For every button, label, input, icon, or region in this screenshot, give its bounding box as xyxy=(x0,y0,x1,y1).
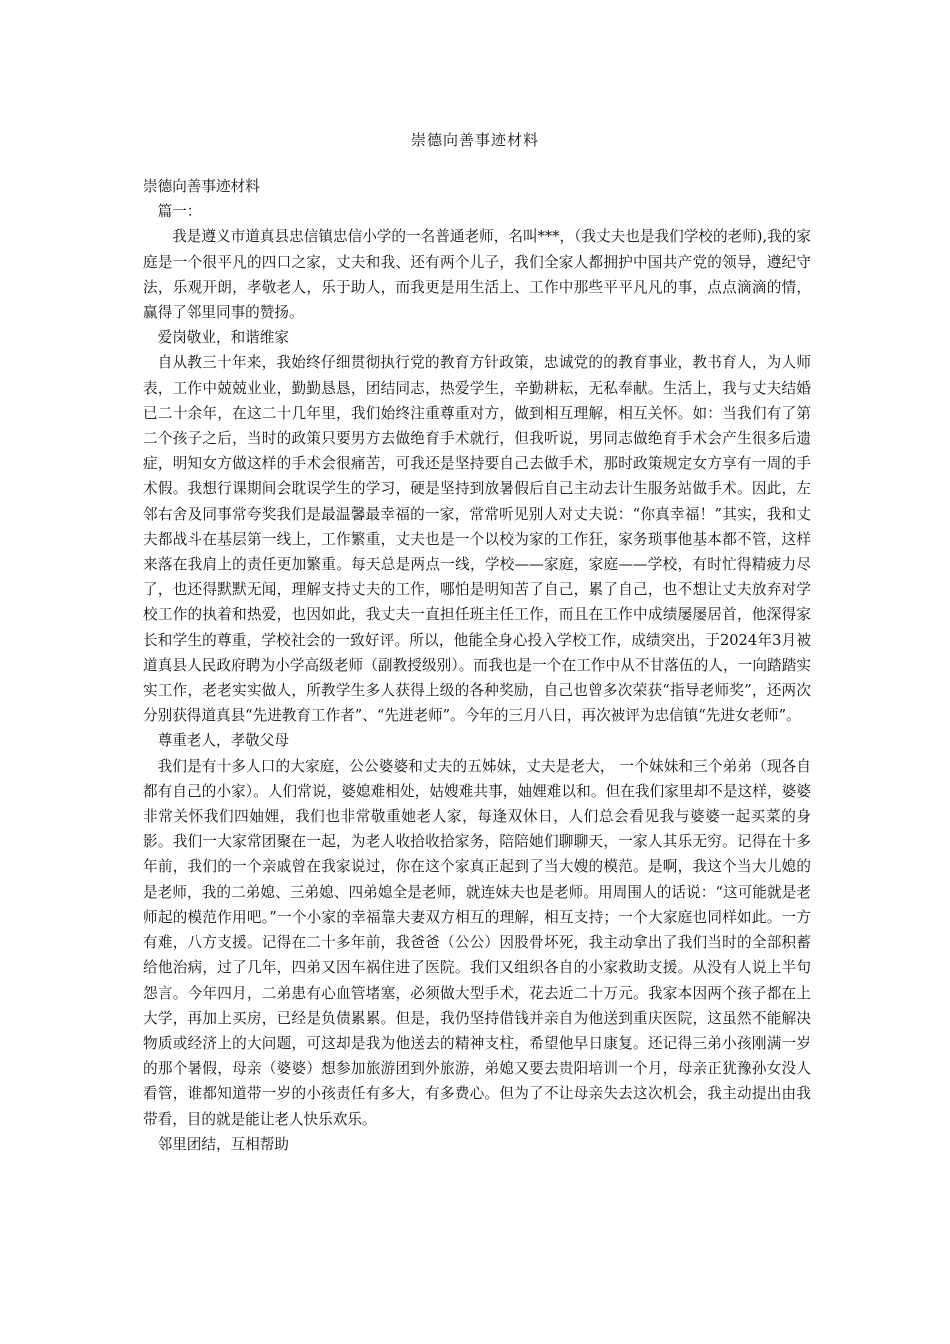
document-title: 崇德向善事迹材料 xyxy=(410,131,539,149)
paragraph-intro: 我是遵义市道真县忠信镇忠信小学的一名普通老师，名叫***，（我丈夫也是我们学校的老师),我的家庭是一个很平凡的四口之家，丈夫和我、还有两个儿子，我们全家人都拥护中国共产党的领导，遵纪守法，乐观开朗，孝敬老人，乐于助人，而我更是用生活上、工作中那些平平凡凡的事，点点滴滴的情，赢得了邻里同事的赞扬。 xyxy=(143,228,811,322)
paragraph-work: 自从教三十年来，我始终仔细贯彻执行党的教育方针政策，忠诚党的的教育事业，教书育人，为人师表，工作中兢兢业业，勤勤恳恳，团结同志，热爱学生，辛勤耕耘，无私奉献。生活上，我与丈夫结婚已二十余年，在这二十几年里，我们始终注重尊重对方，做到相互理解，相互关怀。如：当我们有了第二个孩子之后，当时的政策只要男方去做绝育手术就行，但我听说，男同志做绝育手术会产生很多后遗症，明知女方做这样的手术会很痛苦，可我还是坚持要自己去做手术，那时政策规定女方享有一周的手术假。我想行课期间会耽误学生的学习，硬是坚持到放暑假后自己主动去计生服务站做手术。因此，左邻右舍及同事常夸奖我们是最温馨最幸福的一家，常常听见别人对丈夫说：“你真幸福！”其实，我和丈夫都战斗在基层第一线上，工作繁重，丈夫也是一个以校为家的工作狂，家务琐事他基本都不管，这样来落在我肩上的责任更加繁重。每天总是两点一线，学校——家庭，家庭——学校，有时忙得精疲力尽了，也还得默默无闻，理解支持丈夫的工作，哪怕是明知苦了自己，累了自己，也不想让丈夫放弃对学校工作的执着和热爱，也因如此，我丈夫一直担任班主任工作，而且在工作中成绩屡屡居首，他深得家长和学生的尊重，学校社会的一致好评。所以，他能全身心投入学校工作，成绩突出，于2024年3月被道真县人民政府聘为小学高级老师（副教授级别）。而我也是一个在工作中从不甘落伍的人，一向踏踏实实工作，老老实实做人，所教学生多人获得上级的各种奖励，自己也曾多次荣获“指导老师奖”，还两次分别获得道真县“先进教育工作者”、“先进老师”。今年的三月八日，再次被评为忠信镇“先进女老师”。 xyxy=(143,354,811,725)
paragraph-family: 我们是有十多人口的大家庭，公公婆婆和丈夫的五姊妹，丈夫是老大， 一个妹妹和三个弟弟（现各自都有自己的小家）。人们常说，婆媳难相处，姑嫂难共事，妯娌难以和。但在我们家里却不是这样，婆婆非常关怀我们四妯娌，我们也非常敬重她老人家，每逢双休日，人们总会看见我与婆婆一起买菜的身影。我们一大家常团聚在一起，为老人收拾收拾家务，陪陪她们聊聊天，一家人其乐无穷。记得在十多年前，我们的一个亲戚曾在我家说过，你在这个家真正起到了当大嫂的模范。是啊，我这个当大儿媳的是老师，我的二弟媳、三弟媳、四弟媳全是老师，就连妹夫也是老师。用周围人的话说：“这可能就是老师起的模范作用吧。”一个小家的幸福靠夫妻双方相互的理解，相互支持；一个大家庭也同样如此。一方有难，八方支援。记得在二十多年前，我爸爸（公公）因股骨坏死，我主动拿出了我们当时的全部积蓄给他治病，过了几年，四弟又因车祸住进了医院。我们又组织各自的小家救助支援。从没有人说上半句怨言。今年四月，二弟患有心血管堵塞，必须做大型手术，花去近二十万元。我家本因两个孩子都在上大学，再加上买房，已经是负债累累。但是，我仍坚持借钱并亲自为他送到重庆医院，这虽然不能解决物质或经济上的大问题，可这却是我为他送去的精神支柱，希望他早日康复。还记得三弟小孩刚满一岁的那个暑假，母亲（婆婆）想参加旅游团到外旅游，弟媳又要去贵阳培训一个月，母亲正犹豫孙女没人看管，谁都知道带一岁的小孩责任有多大，有多费心。但为了不让母亲失去这次机会，我主动提出由我带看，目的就是能让老人快乐欢乐。 xyxy=(143,757,811,1128)
section-heading: 爱岗敬业，和谐维家 xyxy=(157,329,289,347)
section-heading: 邻里团结，互相帮助 xyxy=(157,1135,289,1153)
section-label: 篇一： xyxy=(157,203,202,221)
document-body xyxy=(143,174,811,1157)
body-heading: 崇德向善事迹材料 xyxy=(143,178,260,195)
section-heading: 尊重老人，孝敬父母 xyxy=(157,732,289,750)
